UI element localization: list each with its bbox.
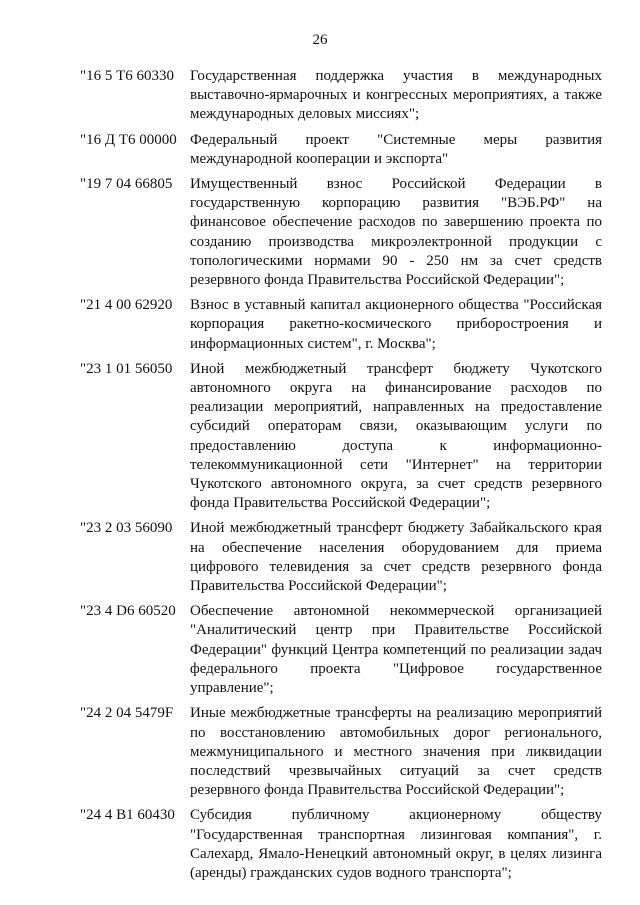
page-number: 26 bbox=[312, 32, 328, 48]
budget-code: "23 4 D6 60520 bbox=[80, 603, 176, 620]
list-item bbox=[80, 704, 602, 800]
budget-description: Иной межбюджетный трансферт бюджету Забайкальского края на обеспечение населения оборудованием для приема цифрового телевидения за счет средств резервного фонда Правительства Российской Федерации"; bbox=[190, 520, 602, 595]
budget-code-list bbox=[80, 67, 602, 889]
budget-description: Государственная поддержка участия в международных выставочно-ярмарочных и конгрессных мероприятиях, а также международных деловых миссиях"; bbox=[190, 68, 602, 123]
budget-code: "23 2 03 56090 bbox=[80, 520, 173, 537]
list-item bbox=[80, 602, 602, 698]
budget-code: "16 Д Т6 00000 bbox=[80, 131, 177, 148]
list-item bbox=[80, 296, 602, 354]
budget-description: Федеральный проект "Системные меры развития международной кооперации и экспорта" bbox=[190, 131, 602, 167]
budget-description: Иной межбюджетный трансферт бюджету Чукотского автономного округа на финансирование расходов по реализации мероприятий, направленных на предоставление субсидий операторам связи, оказывающим услуги по предоставлению доступа к информационно-телекоммуникационной сети "Интернет" на территории Чукотского автономного округа, за счет средств резервного фонда Правительства Российской Федерации"; bbox=[190, 360, 602, 512]
list-item bbox=[80, 175, 602, 290]
budget-code: "23 1 01 56050 bbox=[80, 360, 173, 377]
budget-code: "19 7 04 66805 bbox=[80, 176, 173, 193]
budget-code: "24 4 В1 60430 bbox=[80, 807, 175, 824]
list-item bbox=[80, 806, 602, 883]
budget-code: "24 2 04 5479F bbox=[80, 705, 174, 722]
budget-description: Иные межбюджетные трансферты на реализацию мероприятий по восстановлению автомобильных дорог регионального, межмуниципального и местного значения при ликвидации последствий чрезвычайных ситуаций за счет средств резервного фонда Правительства Российской Федерации"; bbox=[190, 705, 602, 799]
budget-description: Субсидия публичному акционерному обществу "Государственная транспортная лизинговая компания", г. Салехард, Ямало-Ненецкий автономный округ, в целях лизинга (аренды) гражданских судов водного транспорта"; bbox=[190, 807, 602, 881]
list-item bbox=[80, 360, 602, 514]
list-item bbox=[80, 131, 602, 169]
budget-description: Обеспечение автономной некоммерческой организацией "Аналитический центр при Правительстве Российской Федерации" функций Центра компетенций по реализации задач федерального проекта "Цифровое государственное управление"; bbox=[190, 603, 602, 697]
list-item bbox=[80, 519, 602, 596]
budget-description: Имущественный взнос Российской Федерации в государственную корпорацию развития "ВЭБ.РФ" на финансовое обеспечение расходов по завершению проекта по созданию производства микроэлектронной продукции с топологическими нормами 90 - 250 нм за счет средств резервного фонда Правительства Российской Федерации"; bbox=[190, 176, 602, 289]
budget-description: Взнос в уставный капитал акционерного общества "Российская корпорация ракетно-космического приборостроения и информационных систем", г. Москва"; bbox=[190, 297, 602, 352]
budget-code: "21 4 00 62920 bbox=[80, 297, 173, 314]
budget-code: "16 5 Т6 60330 bbox=[80, 68, 175, 84]
list-item bbox=[80, 67, 602, 125]
